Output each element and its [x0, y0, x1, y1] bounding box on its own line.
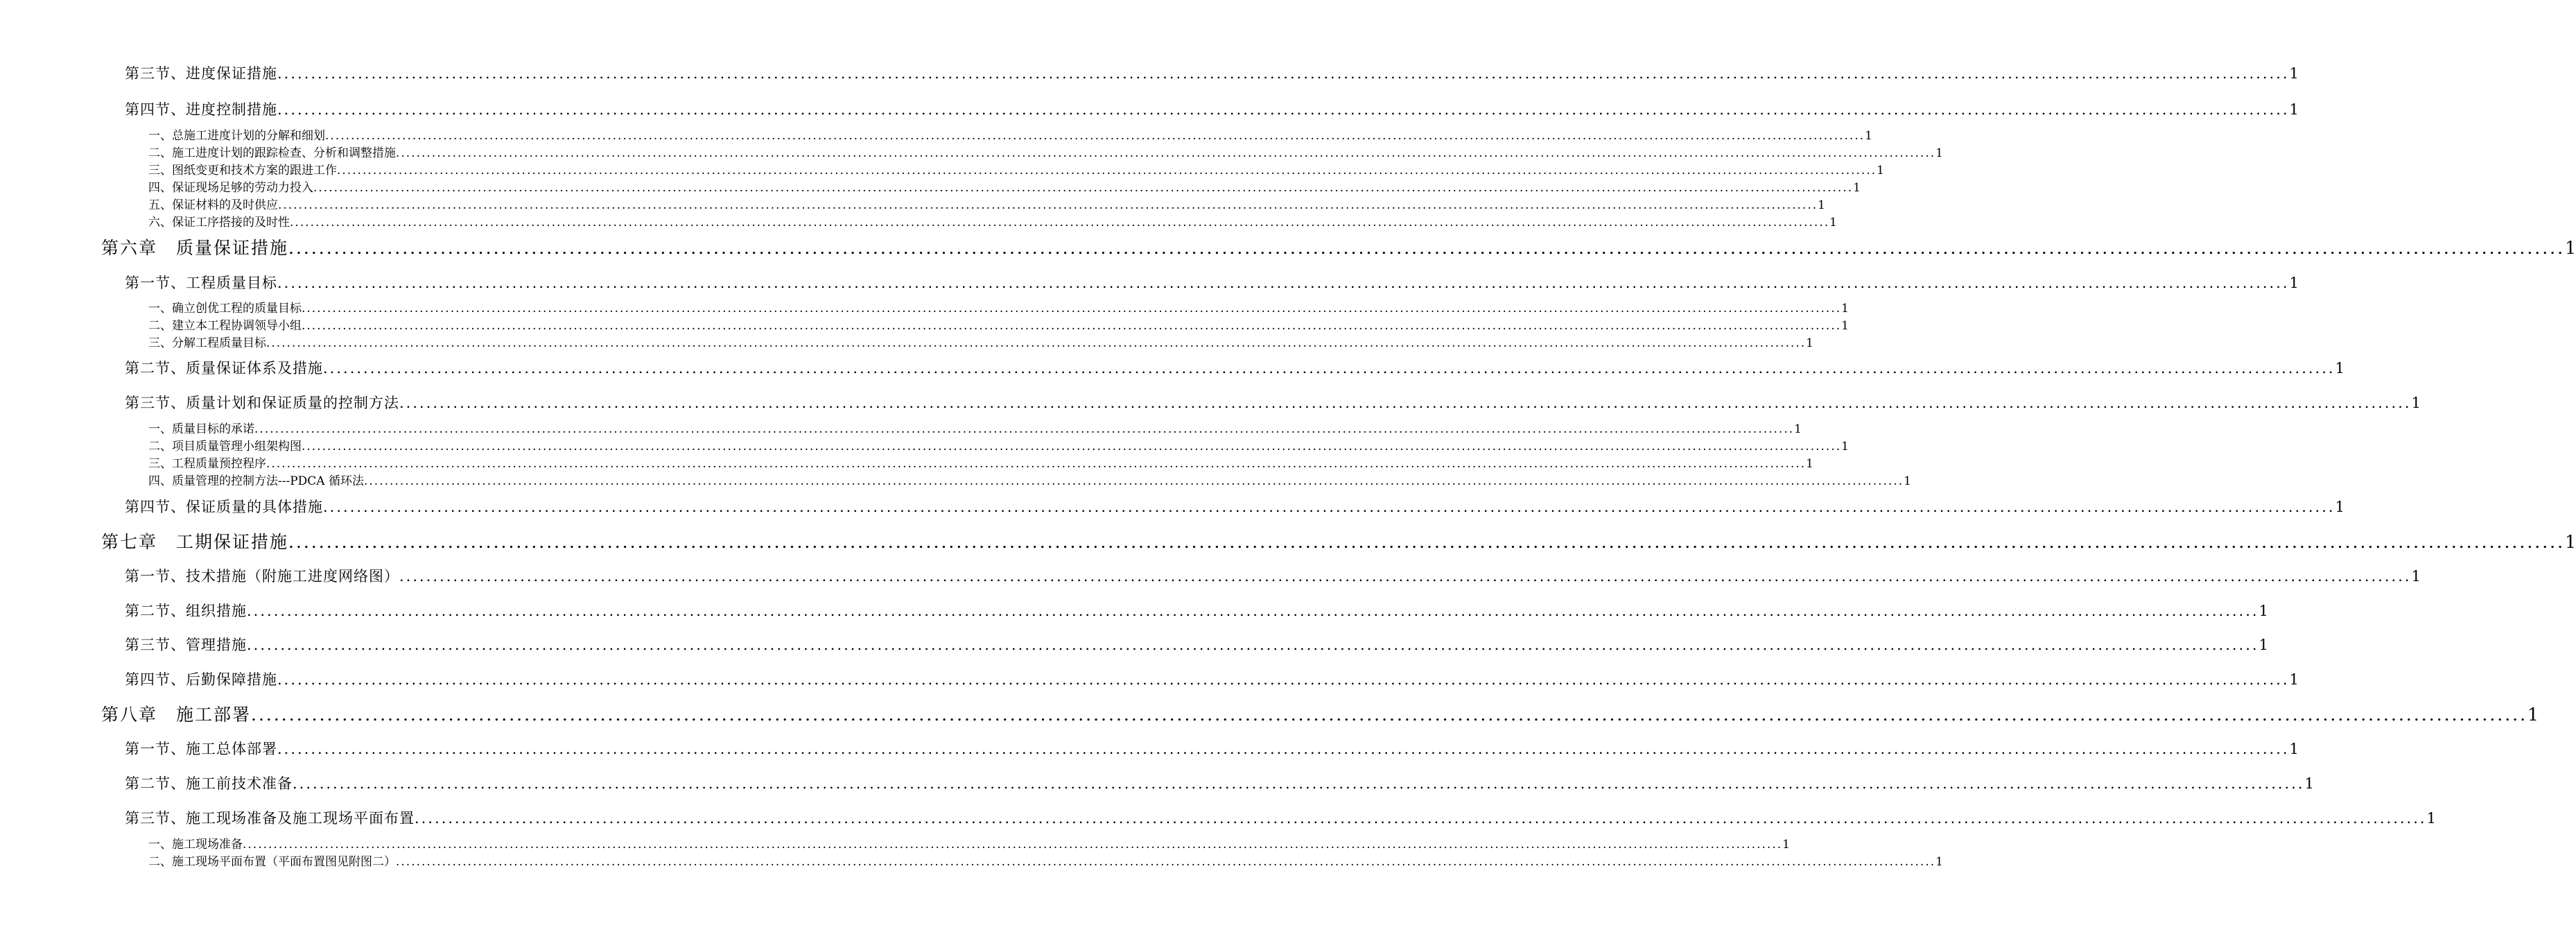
toc-page-number: 1	[1829, 216, 1837, 230]
toc-page-number: 1	[1935, 146, 1943, 160]
toc-label: 四、质量管理的控制方法---PDCA 循环法	[148, 474, 364, 488]
dot-leader: ............................................................................................................................................................................................................................................................................................................	[251, 705, 2528, 725]
toc-page-number: 1	[1877, 164, 1884, 178]
toc-page-number: 1	[2289, 671, 2299, 688]
dot-leader: ............................................................................................................................................................................................................................................................................................................	[325, 129, 1865, 143]
toc-label: 第一节、工程质量目标	[125, 275, 277, 291]
toc-label: 五、保证材料的及时供应	[148, 198, 278, 212]
toc-entry[interactable]	[125, 496, 2344, 517]
toc-page-number: 1	[1853, 181, 1861, 195]
toc-label: 第四节、保证质量的具体措施	[125, 499, 323, 515]
toc-entry[interactable]	[148, 178, 1861, 195]
toc-entry[interactable]	[148, 419, 1802, 436]
toc-page-number: 1	[2335, 360, 2344, 377]
toc-page-number: 1	[2335, 499, 2344, 515]
toc-entry[interactable]	[148, 834, 1790, 852]
dot-leader: ............................................................................................................................................................................................................................................................................................................	[288, 238, 2566, 258]
toc-page-number: 1	[2411, 568, 2421, 585]
dot-leader: ............................................................................................................................................................................................................................................................................................................	[293, 775, 2305, 792]
dot-leader: ............................................................................................................................................................................................................................................................................................................	[243, 838, 1783, 852]
dot-leader: ............................................................................................................................................................................................................................................................................................................	[277, 275, 2290, 291]
toc-page-number: 1	[1782, 838, 1790, 852]
dot-leader: ............................................................................................................................................................................................................................................................................................................	[277, 741, 2290, 757]
toc-page-number: 1	[1806, 457, 1813, 471]
toc-entry[interactable]	[125, 773, 2314, 793]
dot-leader: ............................................................................................................................................................................................................................................................................................................	[399, 395, 2412, 411]
dot-leader: ............................................................................................................................................................................................................................................................................................................	[290, 216, 1830, 230]
toc-label: 二、建立本工程协调领导小组	[148, 319, 302, 333]
toc-entry[interactable]	[148, 471, 1911, 488]
toc-page-number: 1	[2289, 275, 2299, 291]
toc-label: 一、施工现场准备	[148, 838, 243, 852]
toc-page-number: 1	[1841, 440, 1849, 454]
toc-label: 第一节、施工总体部署	[125, 741, 277, 757]
dot-leader: ............................................................................................................................................................................................................................................................................................................	[247, 637, 2259, 653]
dot-leader: ............................................................................................................................................................................................................................................................................................................	[288, 532, 2566, 552]
toc-entry[interactable]	[148, 333, 1813, 350]
toc-label: 三、图纸变更和技术方案的跟进工作	[148, 164, 337, 178]
toc-label: 第六章 质量保证措施	[101, 238, 289, 258]
toc-entry[interactable]	[148, 298, 1849, 316]
dot-leader: ............................................................................................................................................................................................................................................................................................................	[337, 164, 1877, 178]
toc-page-number: 1	[1818, 198, 1825, 212]
toc-page-number: 1	[2289, 101, 2299, 118]
dot-leader: ............................................................................................................................................................................................................................................................................................................	[254, 422, 1795, 436]
toc-label: 二、项目质量管理小组架构图	[148, 440, 302, 454]
toc-entry[interactable]	[125, 62, 2299, 83]
toc-label: 六、保证工序搭接的及时性	[148, 216, 290, 230]
dot-leader: ............................................................................................................................................................................................................................................................................................................	[266, 457, 1807, 471]
toc-label: 第二节、质量保证体系及措施	[125, 360, 323, 377]
toc-page-number: 1	[1841, 302, 1849, 316]
toc-page-number: 1	[2426, 810, 2436, 827]
dot-leader: ............................................................................................................................................................................................................................................................................................................	[396, 146, 1936, 160]
toc-entry[interactable]	[148, 160, 1884, 178]
toc-entry[interactable]	[101, 528, 2576, 553]
toc-label: 四、保证现场足够的劳动力投入	[148, 181, 313, 195]
toc-entry[interactable]	[125, 600, 2268, 621]
toc-page-number: 1	[1794, 422, 1802, 436]
toc-page-number: 1	[2411, 395, 2421, 411]
toc-label: 二、施工进度计划的跟踪检查、分析和调整措施	[148, 146, 396, 160]
toc-entry[interactable]	[148, 316, 1849, 333]
toc-entry[interactable]	[148, 195, 1825, 212]
toc-entry[interactable]	[125, 807, 2436, 828]
toc-entry[interactable]	[101, 234, 2576, 259]
toc-entry[interactable]	[125, 357, 2344, 378]
dot-leader: ............................................................................................................................................................................................................................................................................................................	[313, 181, 1854, 195]
toc-label: 第四节、后勤保障措施	[125, 671, 277, 688]
dot-leader: ............................................................................................................................................................................................................................................................................................................	[323, 499, 2335, 515]
toc-entry[interactable]	[125, 272, 2299, 293]
dot-leader: ............................................................................................................................................................................................................................................................................................................	[247, 603, 2259, 619]
toc-page-number: 1	[1904, 474, 1911, 488]
toc-label: 第三节、质量计划和保证质量的控制方法	[125, 395, 399, 411]
toc-entry[interactable]	[148, 143, 1943, 160]
toc-label: 三、工程质量预控程序	[148, 457, 266, 471]
toc-entry[interactable]	[101, 701, 2539, 726]
toc-entry[interactable]	[125, 738, 2299, 759]
toc-label: 第一节、技术措施（附施工进度网络图）	[125, 568, 399, 585]
toc-page-number: 1	[2259, 603, 2268, 619]
toc-page-number: 1	[2289, 65, 2299, 82]
toc-page-number: 1	[2527, 705, 2539, 725]
toc-page-number: 1	[2565, 238, 2576, 258]
toc-page-number: 1	[1935, 855, 1943, 869]
dot-leader: ............................................................................................................................................................................................................................................................................................................	[364, 474, 1904, 488]
toc-label: 第四节、进度控制措施	[125, 101, 277, 118]
toc-label: 一、质量目标的承诺	[148, 422, 254, 436]
toc-entry[interactable]	[125, 98, 2299, 119]
toc-entry[interactable]	[125, 634, 2268, 655]
dot-leader: ............................................................................................................................................................................................................................................................................................................	[277, 671, 2290, 688]
toc-label: 一、总施工进度计划的分解和细划	[148, 129, 325, 143]
toc-label: 二、施工现场平面布置（平面布置图见附图二）	[148, 855, 396, 869]
toc-entry[interactable]	[148, 436, 1849, 454]
toc-page-number: 1	[1865, 129, 1872, 143]
toc-entry[interactable]	[148, 454, 1813, 471]
toc-entry[interactable]	[148, 212, 1837, 230]
toc-label: 一、确立创优工程的质量目标	[148, 302, 302, 316]
toc-entry[interactable]	[125, 565, 2421, 586]
toc-page-number: 1	[2259, 637, 2268, 653]
dot-leader: ............................................................................................................................................................................................................................................................................................................	[277, 65, 2290, 82]
toc-entry[interactable]	[148, 126, 1872, 143]
toc-page-number: 1	[1841, 319, 1849, 333]
toc-entry[interactable]	[125, 392, 2421, 413]
dot-leader: ............................................................................................................................................................................................................................................................................................................	[396, 855, 1936, 869]
dot-leader: ............................................................................................................................................................................................................................................................................................................	[277, 101, 2290, 118]
dot-leader: ............................................................................................................................................................................................................................................................................................................	[415, 810, 2427, 827]
dot-leader: ............................................................................................................................................................................................................................................................................................................	[302, 319, 1842, 333]
toc-page-number: 1	[1806, 336, 1813, 350]
toc-label: 第二节、施工前技术准备	[125, 775, 293, 792]
toc-label: 第八章 施工部署	[101, 705, 252, 725]
toc-page-number: 1	[2304, 775, 2314, 792]
dot-leader: ............................................................................................................................................................................................................................................................................................................	[399, 568, 2412, 585]
toc-page-number: 1	[2289, 741, 2299, 757]
dot-leader: ............................................................................................................................................................................................................................................................................................................	[323, 360, 2335, 377]
toc-label: 第七章 工期保证措施	[101, 532, 289, 552]
toc-label: 第三节、进度保证措施	[125, 65, 277, 82]
toc-page-number: 1	[2565, 532, 2576, 552]
dot-leader: ............................................................................................................................................................................................................................................................................................................	[266, 336, 1807, 350]
toc-entry[interactable]	[148, 852, 1943, 869]
toc-label: 三、分解工程质量目标	[148, 336, 266, 350]
toc-label: 第二节、组织措施	[125, 603, 247, 619]
dot-leader: ............................................................................................................................................................................................................................................................................................................	[302, 302, 1842, 316]
dot-leader: ............................................................................................................................................................................................................................................................................................................	[302, 440, 1842, 454]
toc-label: 第三节、管理措施	[125, 637, 247, 653]
toc-entry[interactable]	[125, 668, 2299, 689]
toc-label: 第三节、施工现场准备及施工现场平面布置	[125, 810, 415, 827]
dot-leader: ............................................................................................................................................................................................................................................................................................................	[278, 198, 1818, 212]
